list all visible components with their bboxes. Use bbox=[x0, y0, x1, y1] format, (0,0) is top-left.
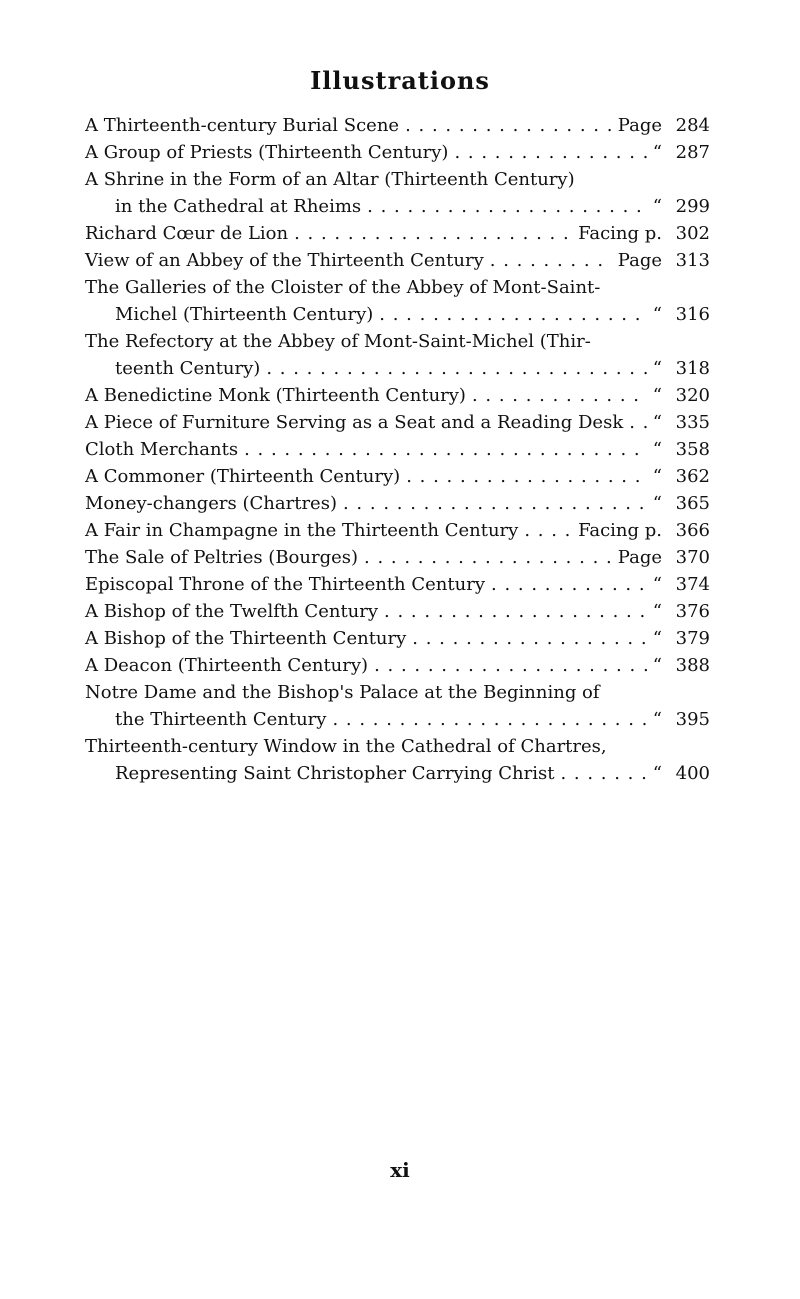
page-prefix: “ bbox=[652, 385, 662, 406]
page-number: 313 bbox=[675, 250, 710, 271]
leader-dots bbox=[260, 355, 646, 382]
illustration-entry bbox=[85, 652, 710, 679]
page-number: 400 bbox=[675, 763, 710, 784]
entry-title-text: Money-changers (Chartres) bbox=[85, 493, 337, 514]
page-prefix: “ bbox=[652, 709, 662, 730]
illustration-entry bbox=[85, 139, 710, 166]
entry-title-text: A Commoner (Thirteenth Century) bbox=[85, 466, 401, 487]
entry-continuation-line bbox=[85, 301, 710, 328]
page-number: 320 bbox=[675, 385, 710, 406]
page-number: 395 bbox=[675, 709, 710, 730]
leader-dots bbox=[399, 112, 612, 139]
entry-title-line bbox=[85, 220, 710, 247]
entry-title-line bbox=[85, 679, 710, 706]
leader-dots bbox=[238, 436, 647, 463]
page-number: 362 bbox=[675, 466, 710, 487]
leader-dots bbox=[368, 652, 647, 679]
page-prefix: “ bbox=[652, 601, 662, 622]
entry-title-line bbox=[85, 382, 710, 409]
entry-title-text: A Piece of Furniture Serving as a Seat and a Reading Desk bbox=[85, 412, 624, 433]
page-number: 365 bbox=[675, 493, 710, 514]
page-number: 366 bbox=[675, 520, 710, 541]
page-prefix: “ bbox=[652, 439, 662, 460]
entry-title-text: The Refectory at the Abbey of Mont-Saint-Michel (Thir- bbox=[85, 331, 591, 352]
page-number: 302 bbox=[675, 223, 710, 244]
page-prefix: “ bbox=[652, 574, 662, 595]
leader-dots bbox=[448, 139, 646, 166]
illustration-entry bbox=[85, 544, 710, 571]
entry-title-line bbox=[85, 463, 710, 490]
leader-dots bbox=[288, 220, 572, 247]
page-number: 370 bbox=[675, 547, 710, 568]
entry-title-text: in the Cathedral at Rheims bbox=[115, 196, 362, 217]
page-prefix: “ bbox=[652, 655, 662, 676]
leader-dots bbox=[400, 463, 647, 490]
leader-dots bbox=[378, 598, 647, 625]
page-number: 287 bbox=[675, 142, 710, 163]
entry-title-text: Thirteenth-century Window in the Cathedral of Chartres, bbox=[85, 736, 607, 757]
illustration-entry bbox=[85, 382, 710, 409]
entry-title-line bbox=[85, 517, 710, 544]
page-number: 335 bbox=[675, 412, 710, 433]
page-number: 358 bbox=[675, 439, 710, 460]
leader-dots bbox=[358, 544, 612, 571]
entry-title-line bbox=[85, 571, 710, 598]
entry-continuation-line bbox=[85, 760, 710, 787]
page-number: 318 bbox=[675, 358, 710, 379]
illustration-entry bbox=[85, 409, 710, 436]
entry-title-text: Michel (Thirteenth Century) bbox=[115, 304, 374, 325]
page-prefix: “ bbox=[652, 628, 662, 649]
page-prefix: Page bbox=[617, 115, 662, 136]
page-prefix: Page bbox=[617, 547, 662, 568]
entry-title-line bbox=[85, 625, 710, 652]
leader-dots bbox=[484, 247, 612, 274]
entry-title-text: A Bishop of the Thirteenth Century bbox=[85, 628, 407, 649]
page-number: 316 bbox=[675, 304, 710, 325]
entry-title-text: the Thirteenth Century bbox=[115, 709, 327, 730]
page-prefix: “ bbox=[652, 304, 662, 325]
entry-title-text: A Benedictine Monk (Thirteenth Century) bbox=[85, 385, 466, 406]
entry-title-text: A Thirteenth-century Burial Scene bbox=[85, 115, 400, 136]
leader-dots bbox=[373, 301, 647, 328]
leader-dots bbox=[361, 193, 647, 220]
entry-title-line bbox=[85, 436, 710, 463]
entry-title-line bbox=[85, 274, 710, 301]
entry-title-text: A Fair in Champagne in the Thirteenth Century bbox=[85, 520, 519, 541]
illustration-entry bbox=[85, 625, 710, 652]
illustration-entry bbox=[85, 463, 710, 490]
page-prefix: “ bbox=[652, 412, 662, 433]
entry-title-text: teenth Century) bbox=[115, 358, 261, 379]
leader-dots bbox=[466, 382, 647, 409]
leader-dots bbox=[337, 490, 647, 517]
illustration-entry bbox=[85, 517, 710, 544]
entry-title-text: The Sale of Peltries (Bourges) bbox=[85, 547, 359, 568]
page-number: 284 bbox=[675, 115, 710, 136]
page-prefix: Page bbox=[617, 250, 662, 271]
entry-title-text: Notre Dame and the Bishop's Palace at the Beginning of bbox=[85, 682, 600, 703]
leader-dots bbox=[623, 409, 647, 436]
entry-title-line bbox=[85, 490, 710, 517]
page-prefix: “ bbox=[652, 358, 662, 379]
page-prefix: “ bbox=[652, 466, 662, 487]
entry-title-line bbox=[85, 139, 710, 166]
leader-dots bbox=[406, 625, 647, 652]
leader-dots bbox=[518, 517, 572, 544]
entry-title-text: A Shrine in the Form of an Altar (Thirteenth Century) bbox=[85, 169, 575, 190]
page-number: 379 bbox=[675, 628, 710, 649]
illustration-entry bbox=[85, 112, 710, 139]
illustration-entry bbox=[85, 490, 710, 517]
leader-dots bbox=[326, 706, 646, 733]
illustration-entry bbox=[85, 328, 710, 382]
page-heading: Illustrations bbox=[310, 66, 490, 95]
entry-title-text: Cloth Merchants bbox=[85, 439, 239, 460]
illustrations-list bbox=[85, 112, 710, 787]
entry-title-line bbox=[85, 544, 710, 571]
illustration-entry bbox=[85, 679, 710, 733]
illustration-entry bbox=[85, 274, 710, 328]
page-number: 376 bbox=[675, 601, 710, 622]
illustration-entry bbox=[85, 166, 710, 220]
illustration-entry bbox=[85, 247, 710, 274]
entry-title-line bbox=[85, 166, 710, 193]
page-prefix: “ bbox=[652, 142, 662, 163]
entry-title-line bbox=[85, 409, 710, 436]
entry-title-line bbox=[85, 328, 710, 355]
entry-title-line bbox=[85, 598, 710, 625]
leader-dots bbox=[485, 571, 647, 598]
entry-title-text: Representing Saint Christopher Carrying Christ bbox=[115, 763, 555, 784]
entry-title-text: A Deacon (Thirteenth Century) bbox=[85, 655, 369, 676]
entry-continuation-line bbox=[85, 706, 710, 733]
entry-title-line bbox=[85, 733, 710, 760]
illustration-entry bbox=[85, 436, 710, 463]
entry-title-text: View of an Abbey of the Thirteenth Century bbox=[85, 250, 484, 271]
page-number: 388 bbox=[675, 655, 710, 676]
leader-dots bbox=[554, 760, 646, 787]
entry-title-text: The Galleries of the Cloister of the Abbey of Mont-Saint- bbox=[85, 277, 601, 298]
entry-continuation-line bbox=[85, 193, 710, 220]
entry-title-line bbox=[85, 247, 710, 274]
entry-title-line bbox=[85, 112, 710, 139]
entry-title-line bbox=[85, 652, 710, 679]
page-prefix: Facing p. bbox=[578, 223, 662, 244]
page-prefix: “ bbox=[652, 493, 662, 514]
page-prefix: “ bbox=[652, 196, 662, 217]
page-folio: xi bbox=[390, 1158, 410, 1182]
entry-title-text: A Bishop of the Twelfth Century bbox=[85, 601, 379, 622]
illustration-entry bbox=[85, 733, 710, 787]
page-number: 374 bbox=[675, 574, 710, 595]
illustration-entry bbox=[85, 220, 710, 247]
entry-title-text: A Group of Priests (Thirteenth Century) bbox=[85, 142, 449, 163]
page-prefix: Facing p. bbox=[578, 520, 662, 541]
illustration-entry bbox=[85, 571, 710, 598]
page-number: 299 bbox=[675, 196, 710, 217]
entry-title-text: Richard Cœur de Lion bbox=[85, 223, 289, 244]
illustration-entry bbox=[85, 598, 710, 625]
entry-continuation-line bbox=[85, 355, 710, 382]
entry-title-text: Episcopal Throne of the Thirteenth Century bbox=[85, 574, 485, 595]
page-prefix: “ bbox=[652, 763, 662, 784]
